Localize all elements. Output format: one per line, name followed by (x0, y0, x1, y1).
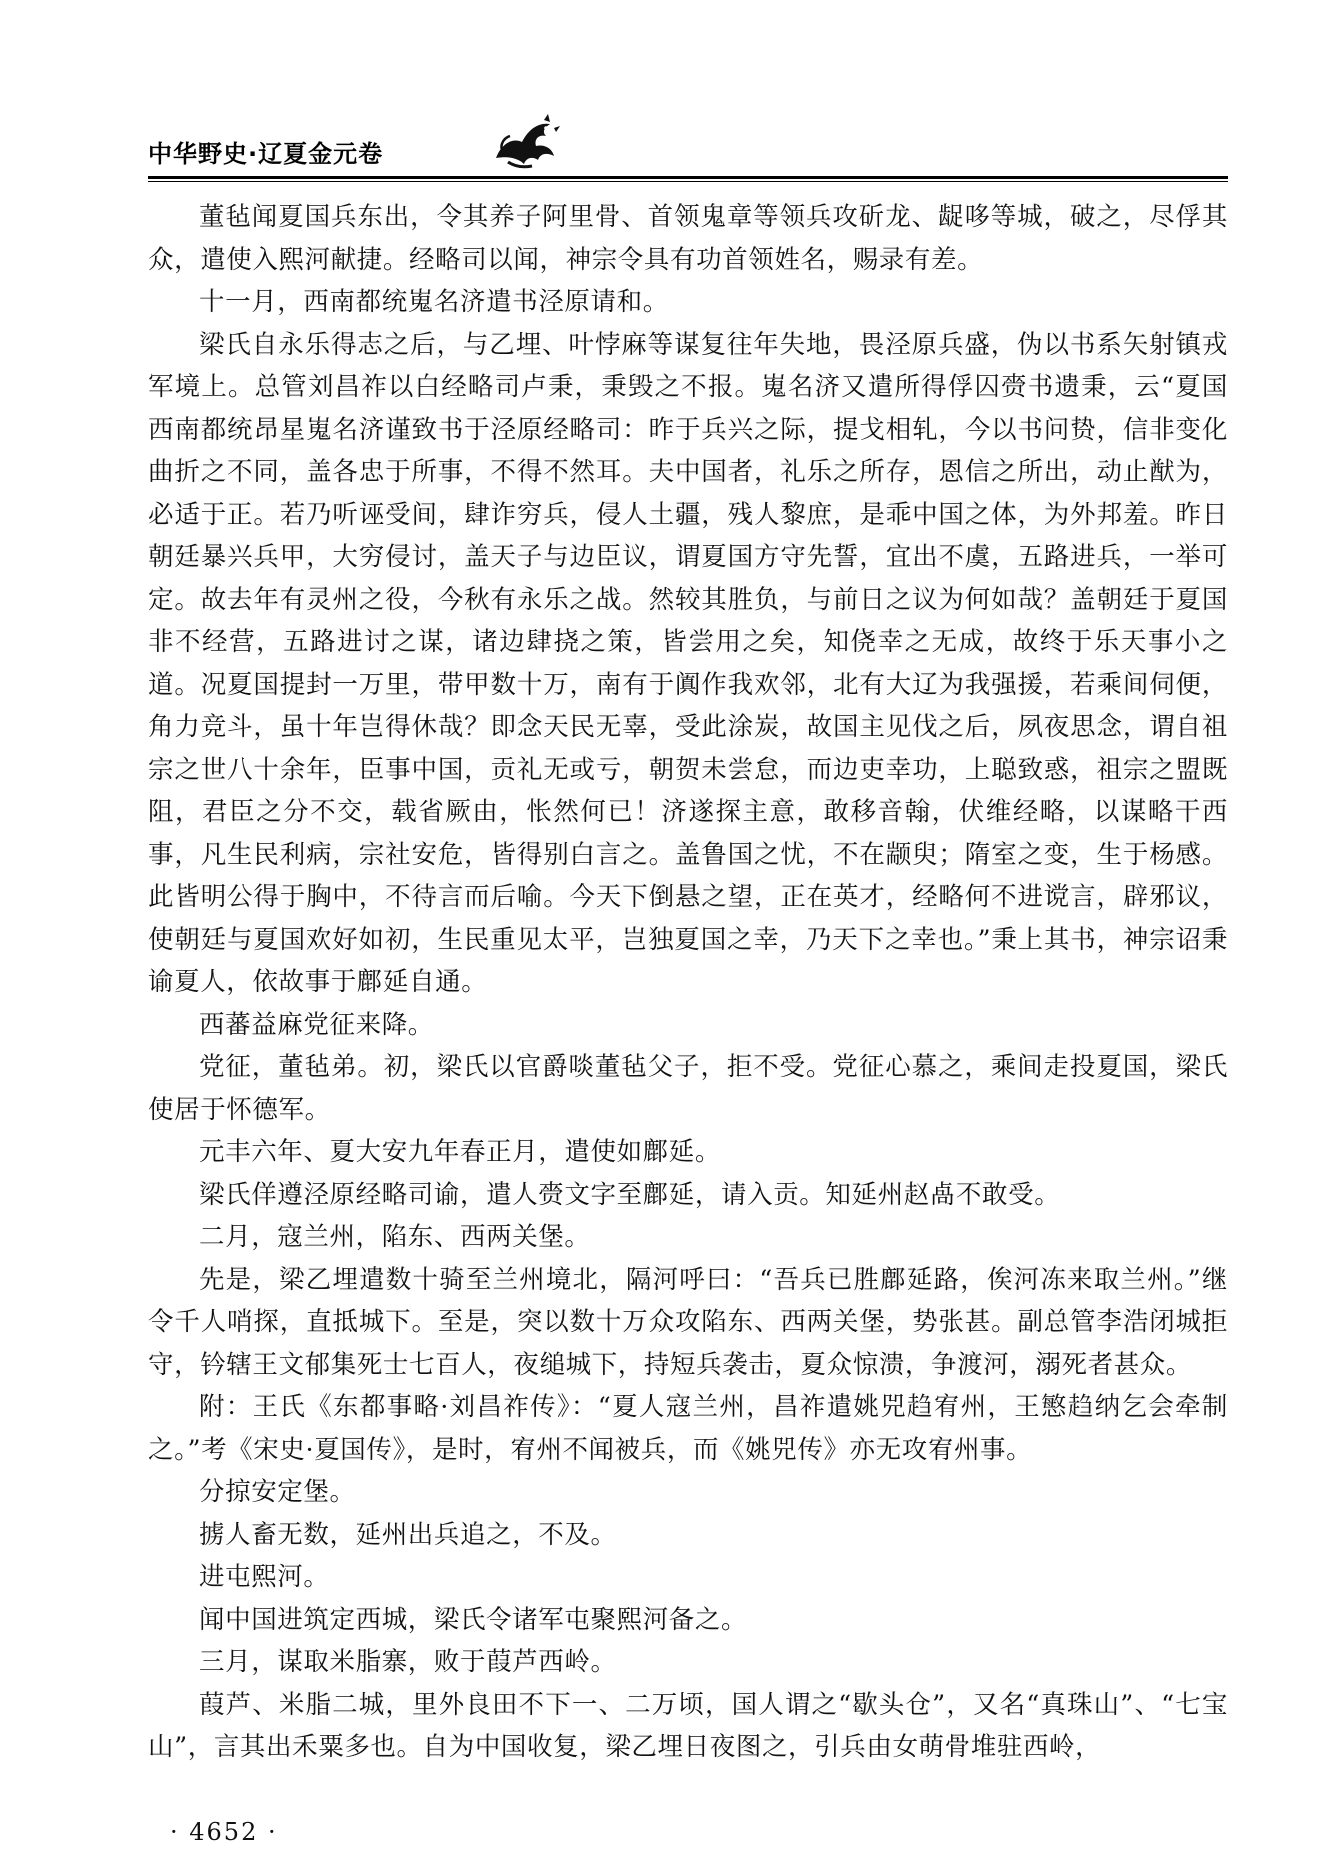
paragraph: 二月，寇兰州，陷东、西两关堡。 (199, 1222, 591, 1252)
dragon-emblem-icon (488, 112, 562, 174)
paragraph: 梁氏佯遵泾原经略司谕，遣人赍文字至鄜延，请入贡。知延州赵卨不敢受。 (199, 1179, 1061, 1210)
paragraph: 附：王氏《东都事略·刘昌祚传》：“夏人寇兰州，昌祚遣姚兕趋宥州，王慜趋纳乞会牵制之。”考《宋史·夏国传》，是时，宥州不闻被兵，而《姚兕传》亦无攻宥州事。 (148, 1392, 1228, 1465)
header-rule (148, 176, 1228, 179)
paragraph: 三月，谋取米脂寨，败于葭芦西岭。 (199, 1647, 617, 1677)
paragraph: 十一月，西南都统嵬名济遣书泾原请和。 (199, 287, 669, 317)
paragraph: 闻中国进筑定西城，梁氏令诸军屯聚熙河备之。 (199, 1604, 748, 1635)
body-text (148, 196, 1228, 1769)
header-title: 中华野史·辽夏金元卷 (148, 140, 384, 168)
page-number: · 4652 · (170, 1818, 278, 1846)
paragraph: 进屯熙河。 (199, 1562, 330, 1592)
running-header (148, 112, 1228, 182)
paragraph: 梁氏自永乐得志之后，与乙埋、叶悖麻等谋复往年失地，畏泾原兵盛，伪以书系矢射镇戎军境上。总管刘昌祚以白经略司卢秉，秉毁之不报。嵬名济又遣所得俘囚赍书遗秉，云“夏国西南都统昂星嵬名济谨致书于泾原经略司：昨于兵兴之际，提戈相轧，今以书问贽，信非变化曲折之不同，盖各忠于所事，不得不然耳。夫中国者，礼乐之所存，恩信之所出，动止猷为，必适于正。若乃听诬受间，肆诈穷兵，侵人土疆，残人黎庶，是乖中国之体，为外邦羞。昨日朝廷暴兴兵甲，大穷侵讨，盖天子与边臣议，谓夏国方守先誓，宜出不虞，五路进兵，一举可定。故去年有灵州之役，今秋有永乐之战。然较其胜负，与前日之议为何如哉？盖朝廷于夏国非不经营，五路进讨之谋，诸边肆挠之策，皆尝用之矣，知侥幸之无成，故终于乐天事小之道。况夏国提封一万里，带甲数十万，南有于阗作我欢邻，北有大辽为我强援，若乘间伺便，角力竞斗，虽十年岂得休哉？即念天民无辜，受此涂炭，故国主见伐之后，夙夜思念，谓自祖宗之世八十余年，臣事中国，贡礼无或亏，朝贺未尝怠，而边吏幸功，上聪致惑，祖宗之盟既阻，君臣之分不交，载省厥由，怅然何已！济遂探主意，敢移音翰，伏维经略，以谋略干西事，凡生民利病，宗社安危，皆得别白言之。盖鲁国之忧，不在颛臾；隋室之变，生于杨感。此皆明公得于胸中，不待言而后喻。今天下倒悬之望，正在英才，经略何不进谠言，辟邪议，使朝廷与夏国欢好如初，生民重见太平，岂独夏国之幸，乃天下之幸也。”秉上其书，神宗诏秉谕夏人，依故事于鄜延自通。 (148, 329, 1228, 997)
paragraph: 葭芦、米脂二城，里外良田不下一、二万顷，国人谓之“歇头仓”，又名“真珠山”、“七宝山”，言其出禾粟多也。自为中国收复，梁乙埋日夜图之，引兵由女萌骨堆驻西岭， (148, 1689, 1228, 1762)
paragraph: 董毡闻夏国兵东出，令其养子阿里骨、首领鬼章等领兵攻斫龙、龊哆等城，破之，尽俘其众，遣使入熙河献捷。经略司以闻，神宗令具有功首领姓名，赐录有差。 (148, 202, 1228, 275)
header-rule-thin (148, 181, 1228, 182)
paragraph: 西蕃益麻党征来降。 (199, 1009, 434, 1040)
paragraph: 分掠安定堡。 (199, 1477, 356, 1507)
paragraph: 元丰六年、夏大安九年春正月，遣使如鄜延。 (199, 1137, 722, 1167)
paragraph: 掳人畜无数，延州出兵追之，不及。 (199, 1519, 617, 1550)
paragraph: 党征，董毡弟。初，梁氏以官爵啖董毡父子，拒不受。党征心慕之，乘间走投夏国，梁氏使居于怀德军。 (148, 1052, 1228, 1125)
paragraph: 先是，梁乙埋遣数十骑至兰州境北，隔河呼曰：“吾兵已胜鄜延路，俟河冻来取兰州。”继令千人哨探，直抵城下。至是，突以数十万众攻陷东、西两关堡，势张甚。副总管李浩闭城拒守，钤辖王文郁集死士七百人，夜缒城下，持短兵袭击，夏众惊溃，争渡河，溺死者甚众。 (148, 1264, 1228, 1380)
